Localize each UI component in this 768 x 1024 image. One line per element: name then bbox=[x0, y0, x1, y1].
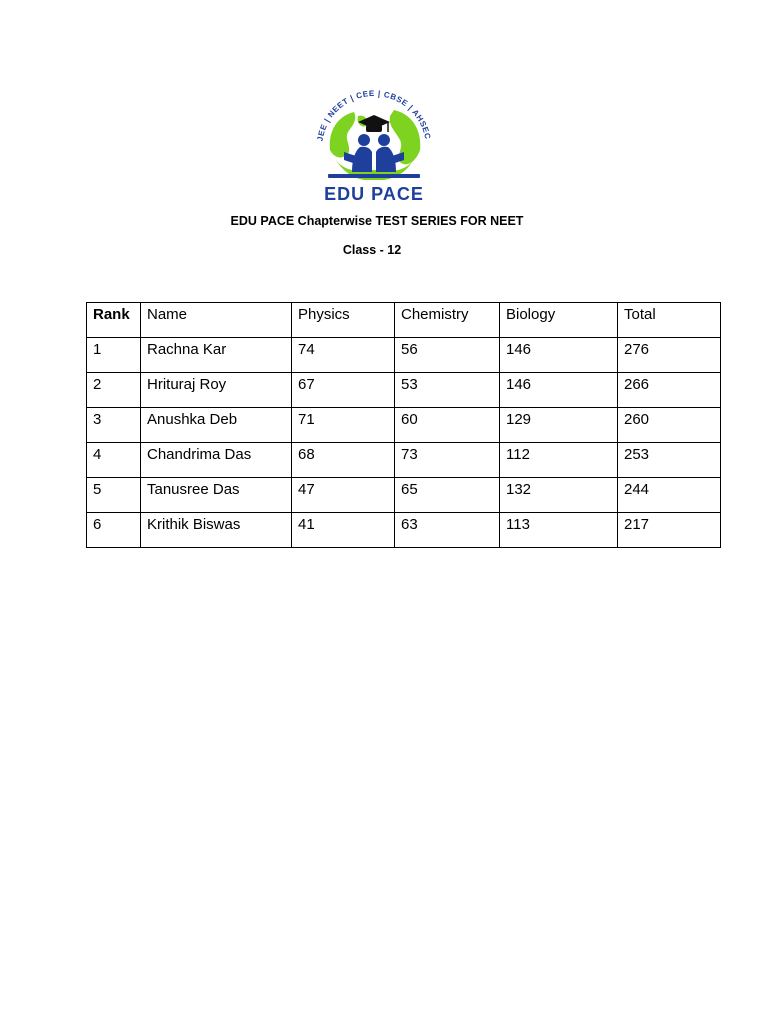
cell-total: 253 bbox=[618, 443, 721, 478]
edu-pace-logo bbox=[308, 86, 440, 208]
table-row bbox=[87, 513, 721, 548]
document-title: EDU PACE Chapterwise TEST SERIES FOR NEET bbox=[230, 214, 524, 228]
column-header-total: Total bbox=[618, 303, 721, 338]
cell-name: Tanusree Das bbox=[141, 478, 292, 513]
results-table bbox=[86, 302, 721, 548]
cell-rank: 5 bbox=[87, 478, 141, 513]
column-header-name: Name bbox=[141, 303, 292, 338]
cell-biology: 112 bbox=[500, 443, 618, 478]
cell-physics: 47 bbox=[292, 478, 395, 513]
cell-name: Rachna Kar bbox=[141, 338, 292, 373]
table-row bbox=[87, 408, 721, 443]
cell-rank: 6 bbox=[87, 513, 141, 548]
cell-total: 266 bbox=[618, 373, 721, 408]
column-header-physics: Physics bbox=[292, 303, 395, 338]
cell-rank: 2 bbox=[87, 373, 141, 408]
cell-name: Chandrima Das bbox=[141, 443, 292, 478]
cell-rank: 1 bbox=[87, 338, 141, 373]
table-row bbox=[87, 443, 721, 478]
cell-chemistry: 60 bbox=[395, 408, 500, 443]
cell-rank: 3 bbox=[87, 408, 141, 443]
cell-total: 260 bbox=[618, 408, 721, 443]
cell-rank: 4 bbox=[87, 443, 141, 478]
document-subtitle: Class - 12 bbox=[342, 243, 402, 257]
table-row bbox=[87, 338, 721, 373]
cell-total: 217 bbox=[618, 513, 721, 548]
cell-total: 276 bbox=[618, 338, 721, 373]
table-row bbox=[87, 373, 721, 408]
cell-total: 244 bbox=[618, 478, 721, 513]
cell-name: Krithik Biswas bbox=[141, 513, 292, 548]
cell-physics: 68 bbox=[292, 443, 395, 478]
cell-biology: 146 bbox=[500, 373, 618, 408]
cell-chemistry: 65 bbox=[395, 478, 500, 513]
cell-name: Hrituraj Roy bbox=[141, 373, 292, 408]
cell-physics: 71 bbox=[292, 408, 395, 443]
cell-physics: 67 bbox=[292, 373, 395, 408]
cell-chemistry: 63 bbox=[395, 513, 500, 548]
cell-chemistry: 53 bbox=[395, 373, 500, 408]
column-header-biology: Biology bbox=[500, 303, 618, 338]
cell-biology: 146 bbox=[500, 338, 618, 373]
table-row bbox=[87, 478, 721, 513]
cell-chemistry: 73 bbox=[395, 443, 500, 478]
cell-chemistry: 56 bbox=[395, 338, 500, 373]
column-header-chemistry: Chemistry bbox=[395, 303, 500, 338]
logo-arc-text: JEE | NEET | CEE | CBSE | AHSEC bbox=[315, 88, 433, 142]
cell-biology: 132 bbox=[500, 478, 618, 513]
cell-biology: 129 bbox=[500, 408, 618, 443]
cell-physics: 41 bbox=[292, 513, 395, 548]
cell-physics: 74 bbox=[292, 338, 395, 373]
cell-biology: 113 bbox=[500, 513, 618, 548]
cell-name: Anushka Deb bbox=[141, 408, 292, 443]
table-header-row bbox=[87, 303, 721, 338]
column-header-rank: Rank bbox=[87, 303, 141, 338]
logo-wordmark: EDU PACE bbox=[324, 184, 424, 204]
